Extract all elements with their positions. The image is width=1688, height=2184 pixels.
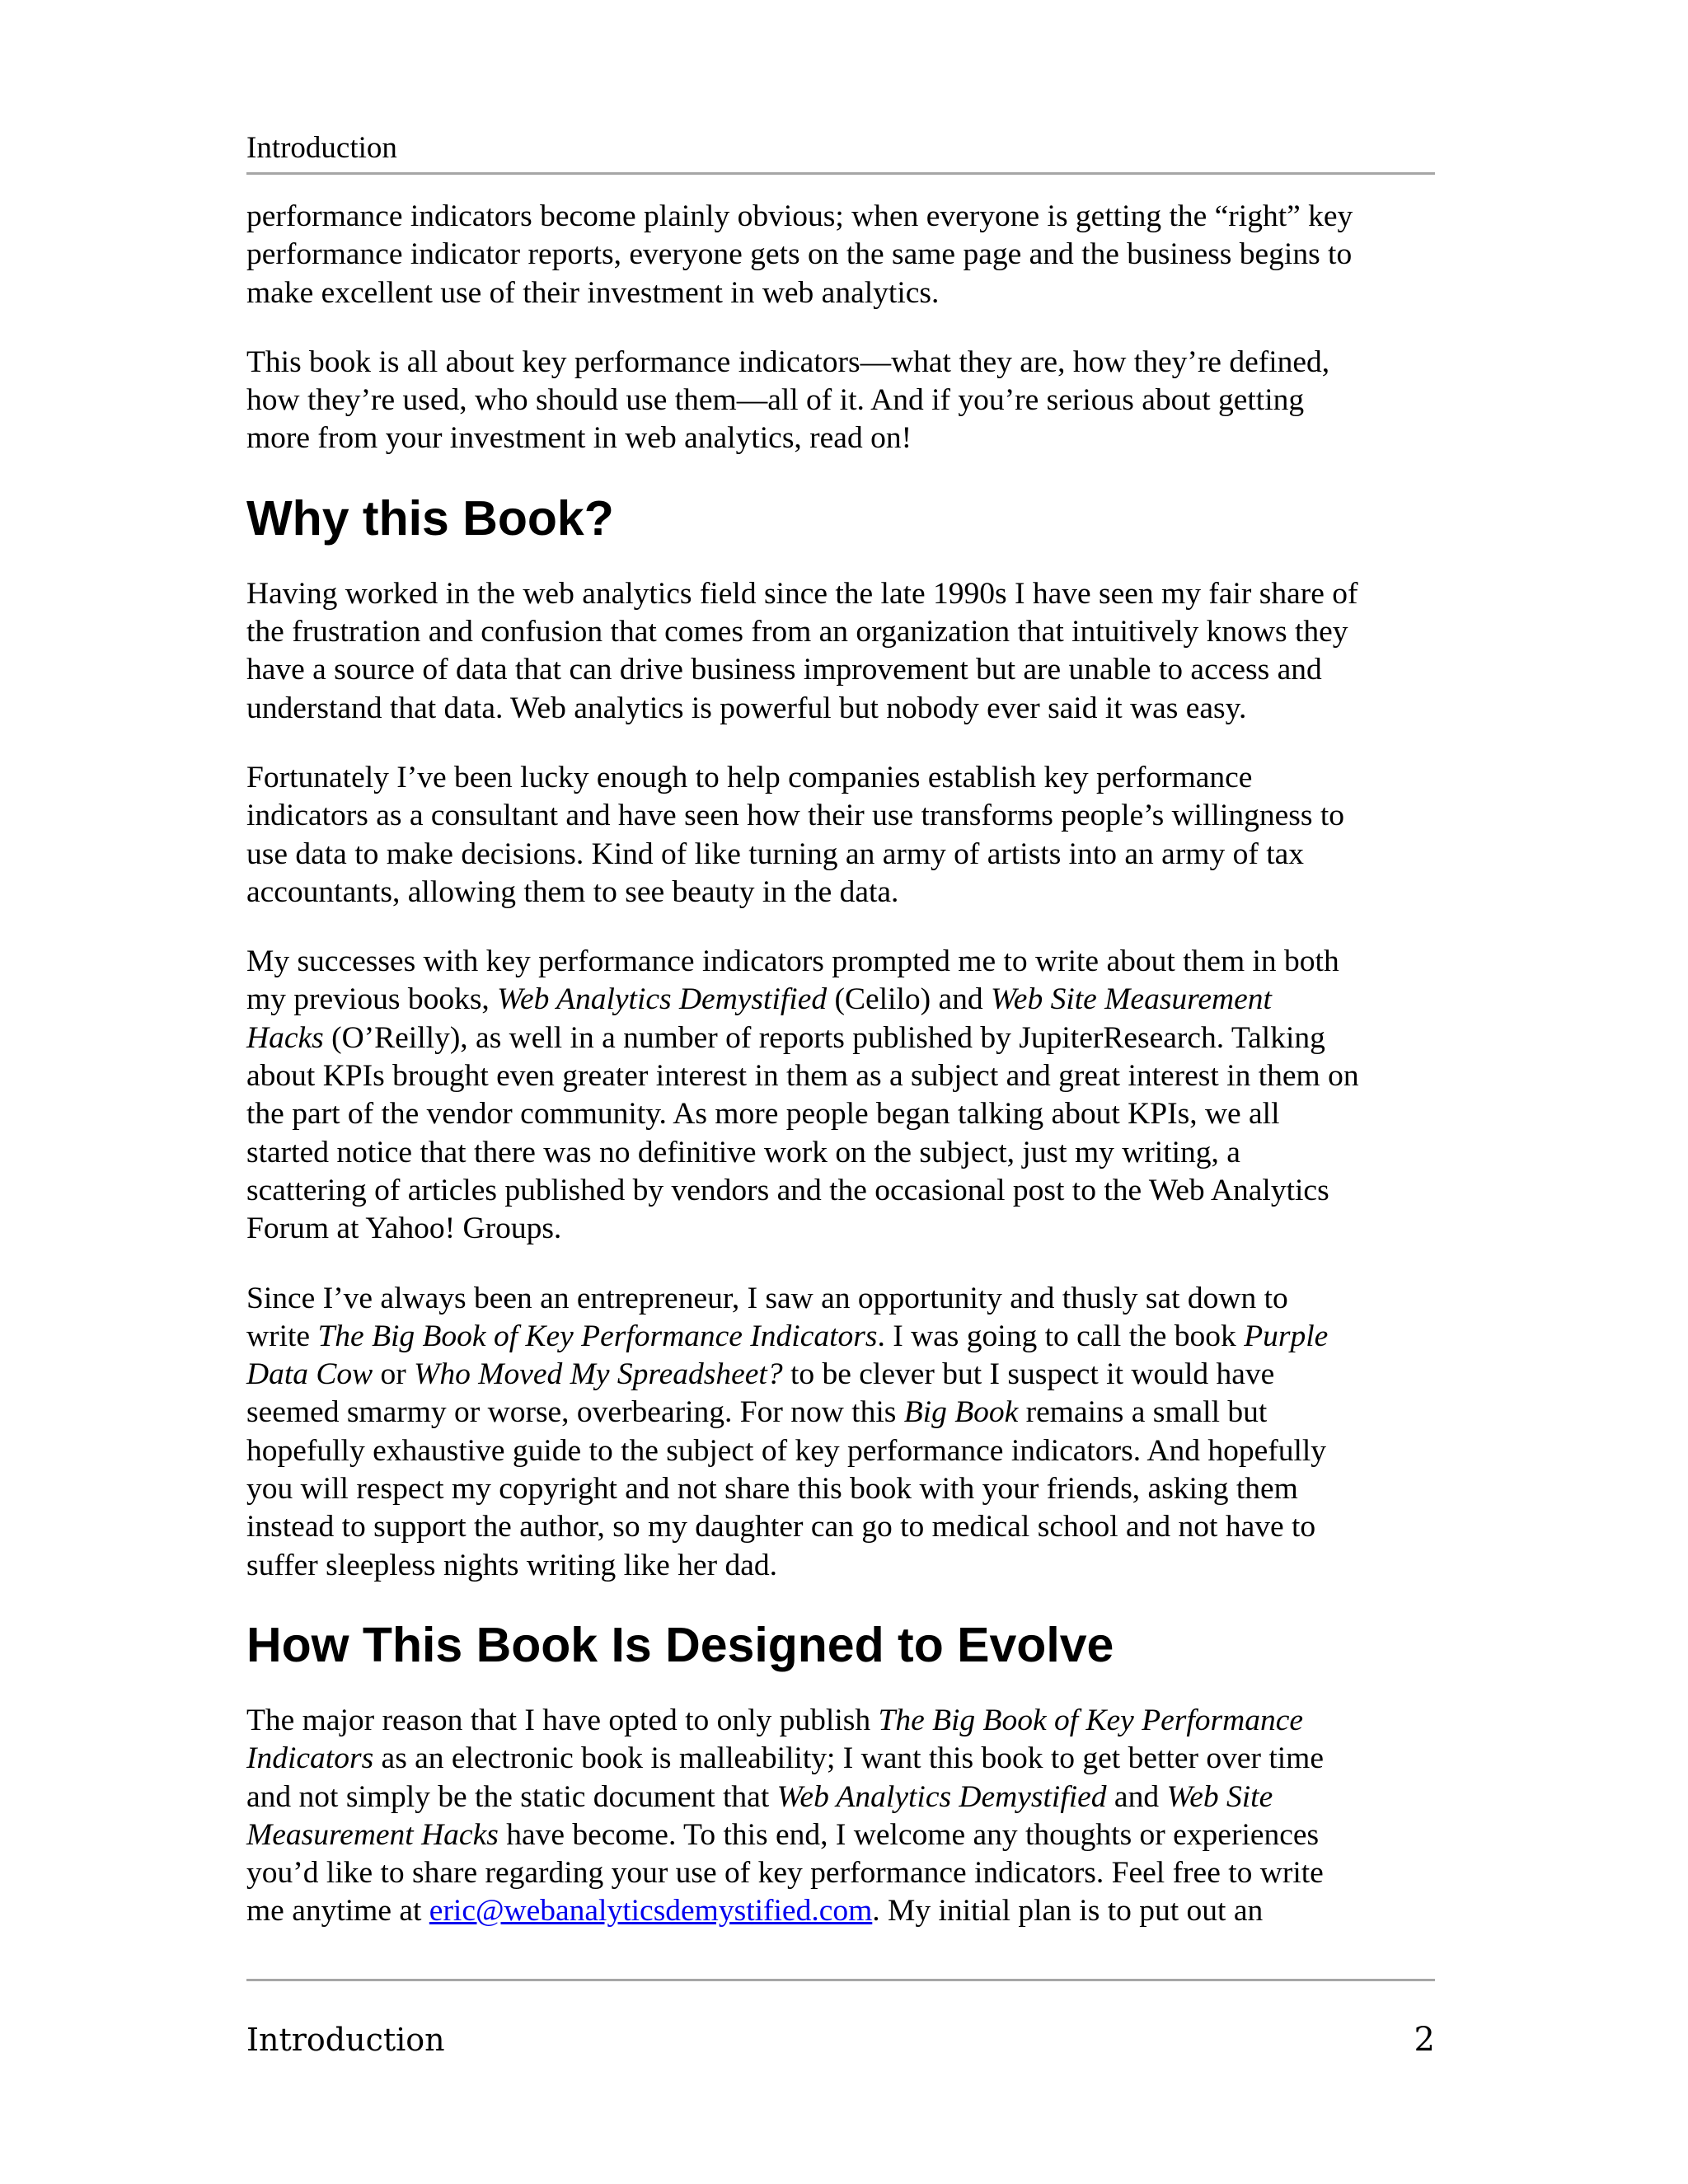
paragraph-consultant [246,759,1435,912]
text-span: or [373,1357,415,1392]
text-span: (Celilo) and [827,982,992,1017]
text-span: seemed smarmy or worse, overbearing. For now this [246,1395,904,1430]
text-line: indicators as a consultant and have seen how their use transforms people’s willingness to [246,799,1344,833]
book-title: Indicators [246,1741,374,1776]
text-line: understand that data. Web analytics is powerful but nobody ever said it was easy. [246,691,1247,725]
book-title: Web Site [1166,1779,1273,1814]
paragraph-entrepreneur [246,1280,1435,1585]
text-span: The major reason that I have opted to only publish [246,1703,879,1737]
text-span: and [1106,1779,1167,1814]
text-line: accountants, allowing them to see beauty in the data. [246,874,899,909]
book-title: The Big Book of Key Performance Indicators [317,1319,878,1353]
text-line: you’d like to share regarding your use of key performance indicators. Feel free to write [246,1856,1324,1891]
book-title: The Big Book of Key Performance [878,1703,1303,1737]
running-footer: Introduction [246,2022,445,2058]
book-title: Data Cow [246,1357,373,1392]
text-line: make excellent use of their investment in web analytics. [246,275,940,310]
footer-rule [246,1979,1435,1981]
section-heading-how-book-evolves: How This Book Is Designed to Evolve [246,1617,1114,1672]
text-line: about KPIs brought even greater interest in them as a subject and great interest in them on [246,1059,1359,1094]
text-line: have a source of data that can drive business improvement but are unable to access and [246,653,1322,687]
text-line: Fortunately I’ve been lucky enough to help companies establish key performance [246,760,1253,794]
paragraph-successes [246,943,1435,1248]
text-span: to be clever but I suspect it would have [782,1357,1275,1392]
text-line: how they’re used, who should use them—all of it. And if you’re serious about getting [246,383,1305,418]
text-span: have become. To this end, I welcome any thoughts or experiences [498,1817,1320,1852]
text-line: Forum at Yahoo! Groups. [246,1212,562,1246]
book-title: Who Moved My Spreadsheet? [414,1357,783,1392]
text-line: performance indicator reports, everyone gets on the same page and the business begins to [246,237,1353,272]
book-title: Web Analytics Demystified [776,1779,1107,1814]
text-line: hopefully exhaustive guide to the subject of key performance indicators. And hopefully [246,1433,1327,1468]
text-span: me anytime at [246,1894,429,1929]
book-title: Web Analytics Demystified [497,982,828,1017]
text-line: use data to make decisions. Kind of like turning an army of artists into an army of tax [246,837,1305,871]
paragraph-intro-end [246,198,1435,312]
text-span: my previous books, [246,982,498,1017]
text-line: My successes with key performance indicators prompted me to write about them in both [246,944,1339,979]
text-line: the part of the vendor community. As more people began talking about KPIs, we all [246,1097,1280,1132]
book-title: Hacks [246,1020,324,1055]
text-span: (O’Reilly), as well in a number of reports published by JupiterResearch. Talking [323,1020,1325,1055]
text-span: and not simply be the static document that [246,1779,777,1814]
document-page [246,0,1435,2184]
book-title: Purple [1244,1319,1329,1353]
text-line: the frustration and confusion that comes from an organization that intuitively knows they [246,615,1348,649]
text-span: . I was going to call the book [877,1319,1245,1353]
text-line: you will respect my copyright and not share this book with your friends, asking them [246,1472,1298,1507]
text-line: Since I’ve always been an entrepreneur, I saw an opportunity and thusly sat down to [246,1281,1288,1315]
running-header: Introduction [246,131,397,165]
email-link[interactable]: eric@webanalyticsdemystified.com [429,1894,873,1929]
text-span: . My initial plan is to put out an [872,1894,1264,1929]
book-title: Measurement Hacks [246,1817,499,1852]
text-line: Having worked in the web analytics field since the late 1990s I have seen my fair share of [246,576,1358,611]
paragraph-malleability [246,1702,1435,1931]
text-line: This book is all about key performance indicators—what they are, how they’re defined, [246,344,1330,379]
section-heading-why-this-book: Why this Book? [246,490,614,546]
text-line: suffer sleepless nights writing like her dad. [246,1548,777,1582]
page-number: 2 [1414,2021,1435,2059]
text-span: remains a small but [1018,1395,1268,1430]
text-line: started notice that there was no definitive work on the subject, just my writing, a [246,1135,1240,1169]
text-line: performance indicators become plainly obvious; when everyone is getting the “right” key [246,199,1353,233]
header-rule [246,172,1435,175]
page-content [246,198,1435,1962]
book-title: Big Book [903,1395,1019,1430]
text-line: scattering of articles published by vendors and the occasional post to the Web Analytics [246,1173,1329,1207]
paragraph-about-book [246,344,1435,458]
text-span: write [246,1319,318,1353]
text-line: instead to support the author, so my daughter can go to medical school and not have to [246,1510,1316,1544]
book-title: Web Site Measurement [991,982,1272,1017]
text-span: as an electronic book is malleability; I want this book to get better over time [373,1741,1324,1776]
text-line: more from your investment in web analytics, read on! [246,421,912,456]
paragraph-experience [246,575,1435,728]
